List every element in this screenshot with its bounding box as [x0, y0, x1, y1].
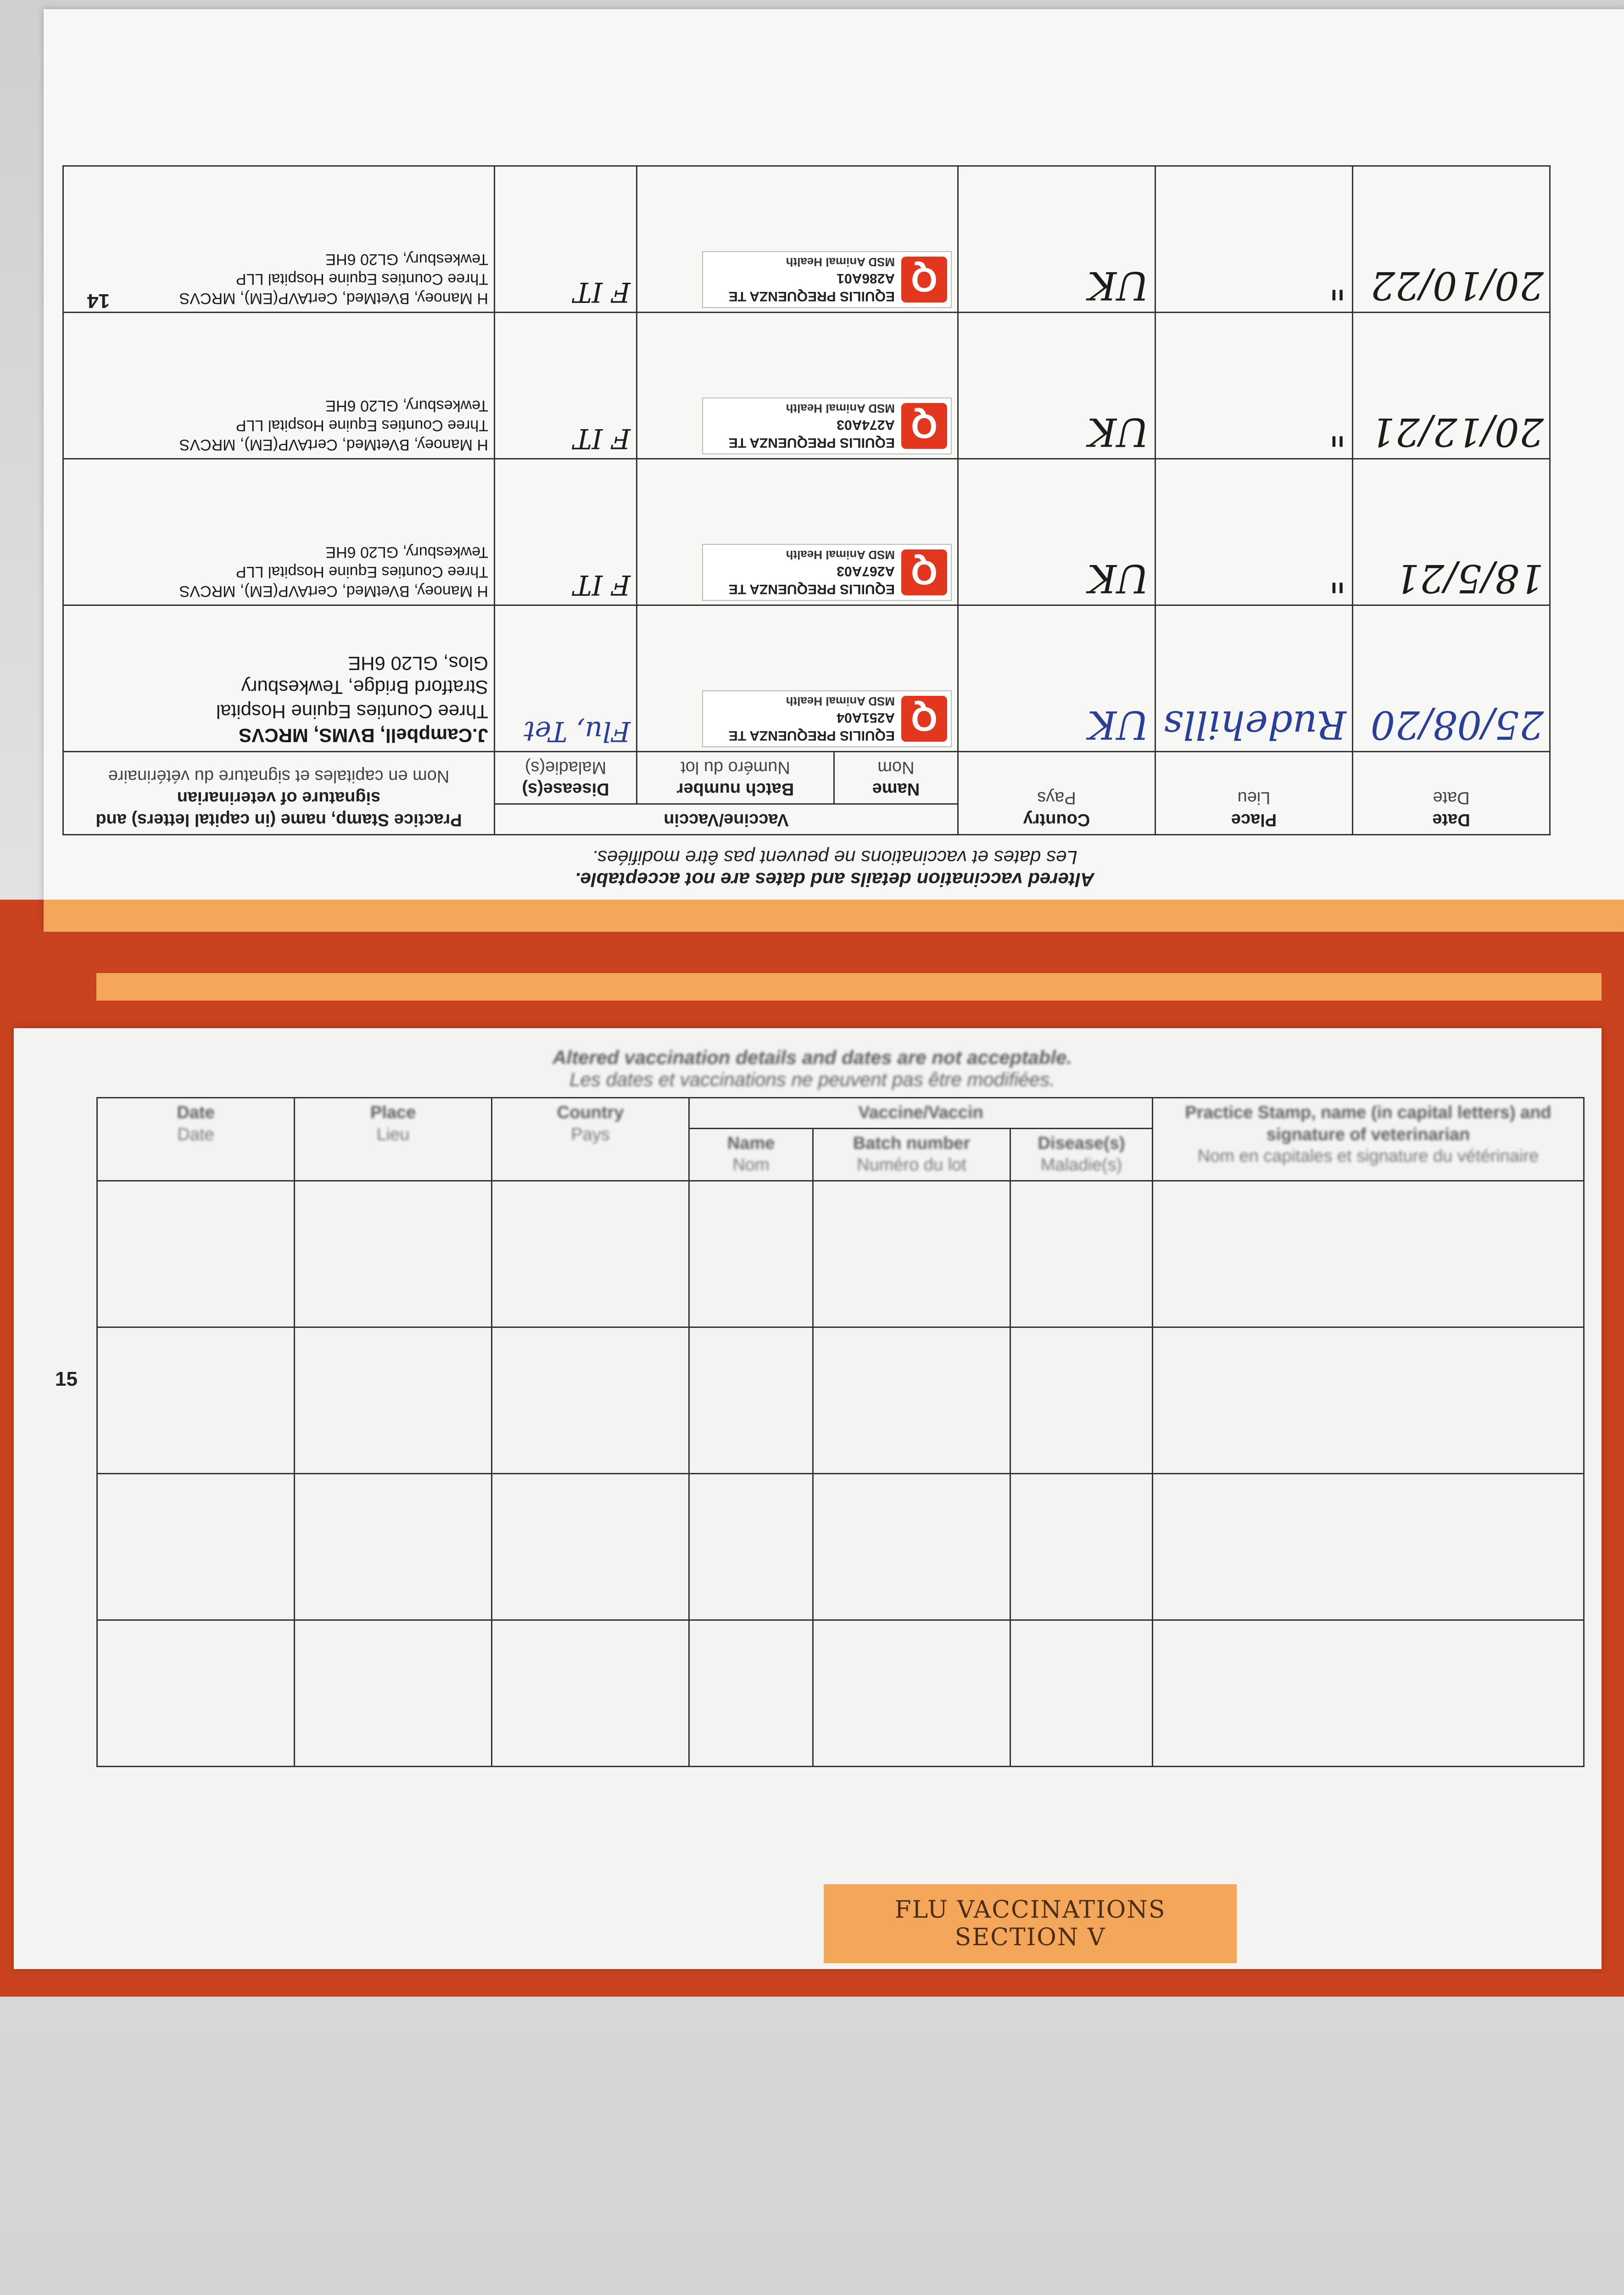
page-14-vaccination-table [62, 166, 1551, 836]
table-row [63, 313, 1550, 459]
date-cell: 20/12/21 [1353, 313, 1550, 459]
header-batch: Batch number Numéro du lot [813, 1128, 1010, 1181]
table-row [97, 1620, 1584, 1766]
page-15-vaccination-table [96, 1097, 1585, 1767]
vaccine-sticker: Q EQUILIS PREQUENZA TE A286A01 MSD Animal Health [702, 252, 952, 308]
disease-cell: Flu, Tet [495, 605, 637, 752]
notice-fr: Les dates et vaccinations ne peuvent pas être modifiées. [592, 847, 1077, 868]
place-cell: " [1155, 313, 1353, 459]
header-disease: Disease(s) Maladie(s) [1010, 1128, 1153, 1181]
header-stamp: Practice Stamp, name (in capital letters) and signature of veterinarian Nom en capitales et signature du vétérinaire [1153, 1098, 1584, 1181]
table-row [63, 459, 1550, 605]
vaccine-sticker: Q EQUILIS PREQUENZA TE A267A03 MSD Animal Health [702, 544, 952, 601]
table-row [63, 605, 1550, 752]
header-vaccine-group: Vaccine/Vaccin [689, 1098, 1153, 1129]
page-14-notice [91, 846, 1578, 890]
header-stamp: Practice Stamp, name (in capital letters) and signature of veterinarian Nom en capitales et signature du vétérinaire [63, 752, 495, 835]
page-14-content [44, 9, 1624, 927]
table-row [97, 1181, 1584, 1327]
stamp-cell: H Manoey, BVetMed, CertAVP(EM), MRCVS Three Counties Equine Hospital LLP Tewkesbury, GL20 6HE [63, 459, 495, 605]
header-date: Date Date [1353, 752, 1550, 835]
vaccine-logo-icon: Q [901, 403, 947, 449]
page-14 [44, 9, 1624, 927]
page-number-14: 14 [87, 290, 110, 312]
header-place: Place Lieu [295, 1098, 492, 1181]
vaccine-logo-icon: Q [901, 696, 947, 742]
stamp-cell: H Manoey, BVetMed, CertAVP(EM), MRCVS Three Counties Equine Hospital LLP Tewkesbury, GL20 6HE [63, 313, 495, 459]
section-title: FLU VACCINATIONS [894, 1896, 1166, 1924]
page-15 [14, 1028, 1602, 1969]
orange-divider-strip [96, 973, 1602, 1001]
page-14-banner-strip [44, 900, 1624, 932]
place-cell: " [1155, 166, 1353, 313]
header-date: Date Date [97, 1098, 295, 1181]
header-place: Place Lieu [1155, 752, 1353, 835]
notice-en: Altered vaccination details and dates are not acceptable. [552, 1047, 1072, 1068]
page-number-15: 15 [55, 1368, 78, 1390]
stamp-cell: H Manoey, BVetMed, CertAVP(EM), MRCVS Three Counties Equine Hospital LLP Tewkesbury, GL20 6HE [63, 166, 495, 313]
disease-cell: F IT [495, 166, 637, 313]
table-row [97, 1327, 1584, 1473]
header-disease: Disease(s) Maladie(s) [495, 752, 637, 804]
page-15-notice [41, 1047, 1583, 1091]
vaccine-cell [637, 605, 958, 752]
table-row [97, 1473, 1584, 1620]
section-label [824, 1884, 1237, 1963]
vaccine-cell [637, 459, 958, 605]
place-cell: " [1155, 459, 1353, 605]
section-number: SECTION V [954, 1924, 1106, 1951]
date-cell: 18/5/21 [1353, 459, 1550, 605]
country-cell: UK [958, 605, 1155, 752]
notice-en: Altered vaccination details and dates are not acceptable. [575, 869, 1095, 890]
vaccine-logo-icon: Q [901, 550, 947, 596]
country-cell: UK [958, 166, 1155, 313]
vaccine-logo-icon: Q [901, 257, 947, 303]
header-batch: Batch number Numéro du lot [637, 752, 834, 804]
vaccine-sticker: Q EQUILIS PREQUENZA TE A274A03 MSD Animal Health [702, 398, 952, 455]
date-cell: 25/08/20 [1353, 605, 1550, 752]
stamp-cell: J.Campbell, BVMS, MRCVS Three Counties Equine Hospital Stratford Bridge, Tewkesbury Glos, GL20 6HE [63, 605, 495, 752]
place-cell: Rudehills [1155, 605, 1353, 752]
header-country: Country Pays [492, 1098, 689, 1181]
table-row [63, 166, 1550, 313]
disease-cell: F IT [495, 313, 637, 459]
date-cell: 20/10/22 [1353, 166, 1550, 313]
country-cell: UK [958, 313, 1155, 459]
vaccine-cell [637, 313, 958, 459]
vaccine-sticker: Q EQUILIS PREQUENZA TE A251A04 MSD Animal Health [702, 691, 952, 748]
vaccine-cell [637, 166, 958, 313]
header-vaccine-group: Vaccine/Vaccin [495, 804, 958, 835]
country-cell: UK [958, 459, 1155, 605]
header-name: Name Nom [834, 752, 958, 804]
notice-fr: Les dates et vaccinations ne peuvent pas être modifiées. [569, 1069, 1055, 1090]
header-name: Name Nom [689, 1128, 813, 1181]
disease-cell: F IT [495, 459, 637, 605]
header-country: Country Pays [958, 752, 1155, 835]
